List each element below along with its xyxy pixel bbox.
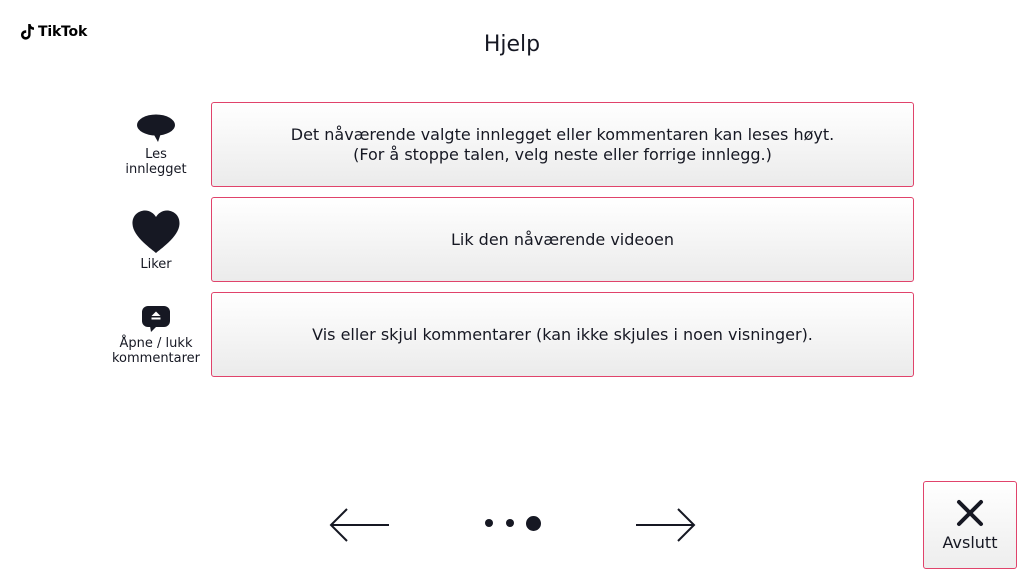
help-row-like: [0, 197, 1024, 284]
like-label: Liker: [140, 256, 172, 272]
like-icon-group: [111, 197, 201, 284]
read-post-icon-group: [111, 102, 201, 189]
comments-label: Åpne / lukk kommentarer: [111, 336, 201, 366]
logo-text: TikTok: [38, 24, 88, 40]
page-dot: [506, 519, 514, 527]
help-row-comments: [0, 292, 1024, 379]
read-post-description: Det nåværende valgte innlegget eller kommentaren kan leses høyt. (For å stoppe talen, velg neste eller forrige innlegg.): [211, 102, 914, 187]
like-description: Lik den nåværende videoen: [211, 197, 914, 282]
page-title: Hjelp: [483, 32, 541, 57]
pagination-dots: [485, 514, 541, 532]
page-dot: [485, 519, 493, 527]
comment-toggle-icon: [141, 305, 171, 333]
exit-button-label: Avslutt: [942, 532, 998, 552]
comments-icon-group: [111, 292, 201, 379]
comments-description: Vis eller skjul kommentarer (kan ikke skjules i noen visninger).: [211, 292, 914, 377]
close-icon: [956, 499, 984, 527]
arrow-right-icon: [634, 507, 696, 543]
heart-icon: [131, 210, 181, 254]
help-row-read-post: [0, 102, 1024, 189]
arrow-left-icon: [329, 507, 391, 543]
exit-button[interactable]: [923, 481, 1017, 569]
previous-page-button[interactable]: [329, 505, 391, 545]
page-dot-active: [526, 516, 541, 531]
speech-bubble-icon: [136, 114, 176, 144]
read-post-label: Les innlegget: [125, 147, 187, 177]
next-page-button[interactable]: [634, 505, 696, 545]
